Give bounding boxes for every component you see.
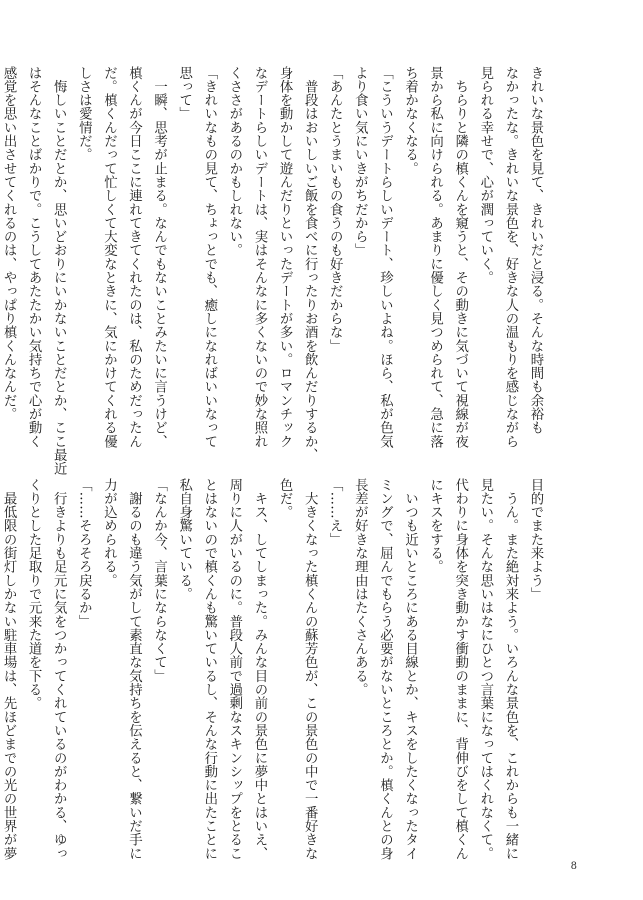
text-line: 身体を動かして遊んだりといったデートが多い。ロマンチック xyxy=(277,66,293,449)
text-line: しさは愛情だ。 xyxy=(76,66,92,162)
text-line: はそんなことばかりで。こうしてあたたかい気持ちで心が動く xyxy=(26,66,42,449)
text-line: いつも近いところにある目線とか、キスをしたくなったタイ xyxy=(402,478,418,861)
text-line: にキスをする。 xyxy=(427,478,443,574)
text-line: 「……え」 xyxy=(327,478,343,547)
text-line: 力が込められる。 xyxy=(101,478,117,588)
text-line: 「なんか今、言葉にならなくて」 xyxy=(151,478,167,683)
text-line: 代わりに身体を突き動かす衝動のままに、背伸びをして槙くん xyxy=(452,478,468,861)
text-line: 目的でまた来よう」 xyxy=(528,478,543,601)
text-line: 色だ。 xyxy=(277,478,293,519)
upper-text-block xyxy=(0,66,548,476)
text-line: 大きくなった槙くんの蘇芳色が、この景色の中で一番好きな xyxy=(302,478,318,861)
text-line: 槙くんが今日ここに連れてきてくれたのは、私のためだったん xyxy=(126,66,142,449)
text-line: 景から私に向けられる。あまりに優しく見つめられて、急に落 xyxy=(427,66,443,449)
text-line: 見たい。そんな思いはなにひとつ言葉になってはくれなくて。 xyxy=(477,478,493,861)
text-line: ミングで、屈んでもらう必要がないところとか。槙くんとの身 xyxy=(377,478,393,861)
text-line: 「こういうデートらしいデート、珍しいよね。ほら、私が色気 xyxy=(377,66,393,449)
text-line: なデートらしいデートは、実はそんなに多くないので妙な照れ xyxy=(251,66,267,449)
lower-text-block xyxy=(0,478,548,861)
text-line: より食い気にいきがちだから」 xyxy=(352,66,368,258)
text-line: うん。また絶対来よう。いろんな景色を、これからも一緒に xyxy=(502,478,518,861)
text-line: 周りに人がいるのに。普段人前で過剰なスキンシップをとるこ xyxy=(226,478,242,861)
text-line: くりとした足取りで元来た道を下る。 xyxy=(26,478,42,711)
text-line: きれいな景色を見て、きれいだと浸る。そんな時間も余裕も xyxy=(528,66,543,435)
text-line: ちらりと隣の槙くんを窺うと、その動きに気づいて視線が夜 xyxy=(452,66,468,449)
text-line: 長差が好きな理由はたくさんある。 xyxy=(352,478,368,697)
text-line: 普段はおいしいご飯を食べに行ったりお酒を飲んだりするか、 xyxy=(302,66,318,462)
text-line: 謝るのも違う気がして素直な気持ちを伝えると、繋いだ手に xyxy=(126,478,142,861)
text-line: とはないので槙くんも驚いているし、そんな行動に出たことに xyxy=(201,478,217,861)
text-line: 最低限の街灯しかない駐車場は、先ほどまでの光の世界が夢 xyxy=(1,478,17,861)
text-line: 一瞬、思考が止まる。なんでもないことみたいに言うけど、 xyxy=(151,66,167,449)
text-line: なかったな。きれいな景色を、好きな人の温もりを感じながら xyxy=(502,66,518,449)
text-line: 思って」 xyxy=(176,66,192,121)
text-line: 「あんたとうまいもの食うのも好きだからな」 xyxy=(327,66,343,353)
text-line: 「……そろそろ戻るか」 xyxy=(76,478,92,629)
text-line: だ。槙くんだって忙しくて大変なときに、気にかけてくれる優 xyxy=(101,66,117,449)
text-line: くささがあるのかもしれない。 xyxy=(226,66,242,258)
text-line: ち着かなくなる。 xyxy=(402,66,418,176)
text-line: 私自身驚いている。 xyxy=(176,478,192,601)
text-line: 「きれいなもの見て、ちょっとでも、癒しになればいいなって xyxy=(201,66,217,449)
text-line: 悔しいことだとか、思いどおりにいかないことだとか、ここ最近 xyxy=(51,66,67,476)
text-line: 見られる幸せで、心が潤っていく。 xyxy=(477,66,493,285)
text-line: 感覚を思い出させてくれるのは、やっぱり槙くんなんだ。 xyxy=(1,66,17,421)
text-line: 行きよりも足元に気をつかってくれているのがわかる、ゆっ xyxy=(51,478,67,861)
page-number: 8 xyxy=(570,861,577,872)
text-line: キス、してしまった。みんな目の前の景色に夢中とはいえ、 xyxy=(251,478,267,861)
